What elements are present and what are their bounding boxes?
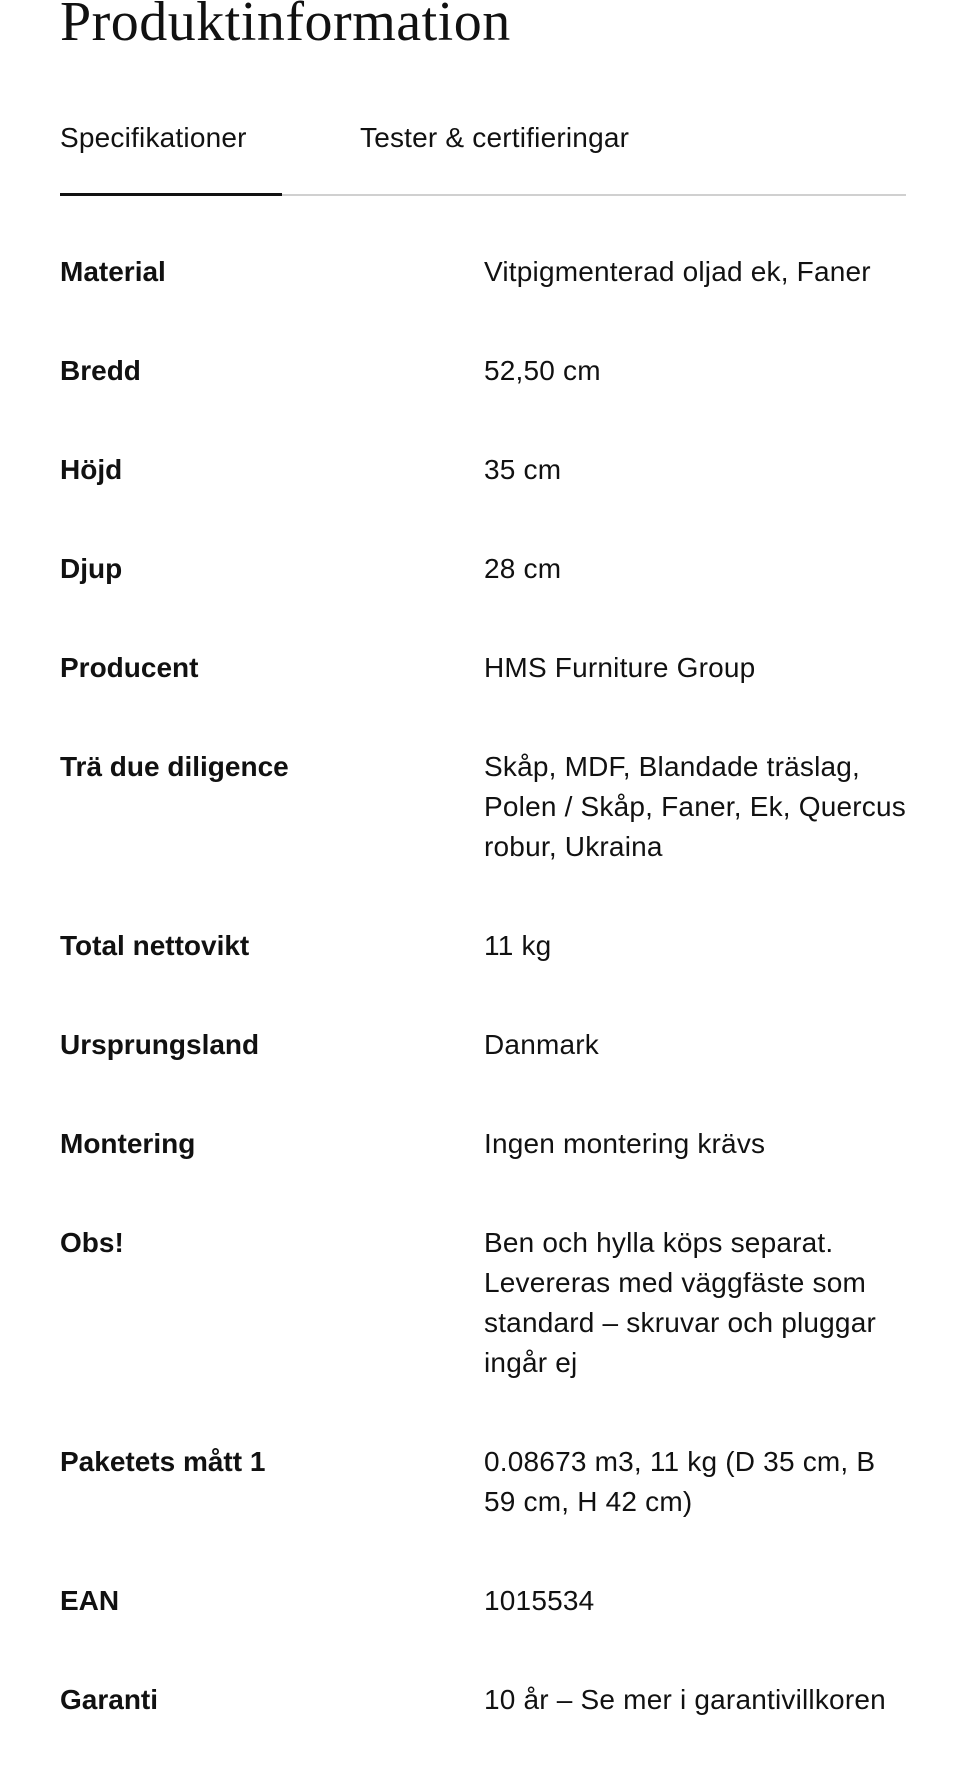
spec-row-wood-due-diligence: [60, 747, 906, 867]
spec-row-width: [60, 351, 906, 391]
spec-value: Vitpigmenterad oljad ek, Faner: [484, 256, 871, 287]
spec-label: Paketets mått 1: [60, 1446, 266, 1477]
spec-label: Garanti: [60, 1684, 159, 1715]
spec-label: Höjd: [60, 454, 123, 485]
spec-row-assembly: [60, 1124, 906, 1164]
spec-row-country-of-origin: [60, 1025, 906, 1065]
spec-label: Obs!: [60, 1227, 124, 1258]
page-title: Produktinformation: [60, 0, 511, 53]
spec-row-ean: [60, 1581, 906, 1621]
spec-list: [60, 252, 906, 1779]
spec-value: 0.08673 m3, 11 kg (D 35 cm, B 59 cm, H 42 cm): [484, 1446, 876, 1517]
spec-value: 28 cm: [484, 553, 562, 584]
spec-label: Trä due diligence: [60, 751, 289, 782]
tab-specifications[interactable]: Specifikationer: [60, 118, 282, 194]
spec-row-note: [60, 1223, 906, 1383]
spec-row-producer: [60, 648, 906, 688]
spec-label: Producent: [60, 652, 199, 683]
spec-row-net-weight: [60, 926, 906, 966]
tab-tests-certifications[interactable]: Tester & certifieringar: [360, 122, 630, 153]
spec-label: Montering: [60, 1128, 196, 1159]
spec-value: 35 cm: [484, 454, 562, 485]
spec-row-height: [60, 450, 906, 490]
spec-value: Ben och hylla köps separat. Levereras med väggfäste som standard – skruvar och pluggar ingår ej: [484, 1227, 876, 1378]
spec-label: Total nettovikt: [60, 930, 250, 961]
spec-value: 10 år – Se mer i garantivillkoren: [484, 1684, 886, 1715]
spec-value: Skåp, MDF, Blandade träslag, Polen / Skåp, Faner, Ek, Quercus robur, Ukraina: [484, 751, 906, 862]
spec-value: Danmark: [484, 1029, 599, 1060]
spec-label: EAN: [60, 1585, 120, 1616]
tab-bar: [60, 118, 906, 196]
spec-label: Material: [60, 256, 166, 287]
spec-label: Bredd: [60, 355, 141, 386]
spec-label: Ursprungsland: [60, 1029, 260, 1060]
spec-value: Ingen montering krävs: [484, 1128, 766, 1159]
spec-value: HMS Furniture Group: [484, 652, 756, 683]
spec-value: 52,50 cm: [484, 355, 601, 386]
spec-row-material: [60, 252, 906, 292]
spec-row-depth: [60, 549, 906, 589]
spec-value: 1015534: [484, 1585, 595, 1616]
spec-label: Djup: [60, 553, 123, 584]
spec-value: 11 kg: [484, 930, 552, 961]
spec-row-warranty: [60, 1680, 906, 1720]
spec-row-package-dimensions: [60, 1442, 906, 1522]
